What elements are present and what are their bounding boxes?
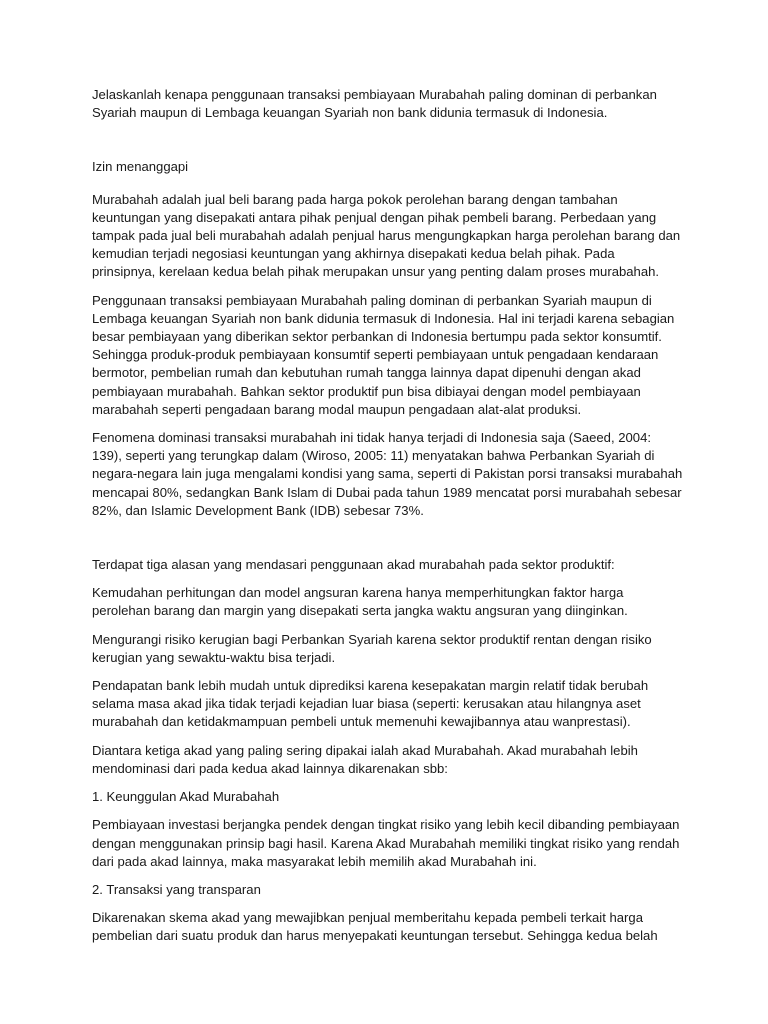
text-line: kerugian yang sewaktu-waktu bisa terjadi. [92,649,336,665]
text-line: mencapai 80%, sedangkan Bank Islam di Dubai pada tahun 1989 mencatat porsi murabahah sebesar [92,484,682,500]
text-line: dari pada akad lainnya, maka masyarakat lebih memilih akad Murabahah ini. [92,853,537,869]
text-line: Syariah maupun di Lembaga keuangan Syariah non bank didunia termasuk di Indonesia. [92,105,608,121]
text-line: negara-negara lain juga mengalami kondisi yang sama, seperti di Pakistan porsi transaksi murabahah [92,466,683,482]
heading-transparent [92,881,682,899]
text-line: Kemudahan perhitungan dan model angsuran karena hanya memperhitungkan faktor harga [92,585,624,601]
text-line: kemudian terjadi negosiasi keuntungan yang akhirnya disepakati kedua belah pihak. Pada [92,246,615,262]
text-line: mendominasi dari pada kedua akad lainnya dikarenakan sbb: [92,760,448,776]
text-line: 139), seperti yang terungkap dalam (Wiroso, 2005: 11) menyatakan bahwa Perbankan Syariah di [92,448,655,464]
text-line: Fenomena dominasi transaksi murabahah ini tidak hanya terjadi di Indonesia saja (Saeed, 2004: [92,430,652,446]
reasons-intro-paragraph [92,556,682,574]
dominance-paragraph [92,292,682,419]
reason-one-paragraph [92,584,682,620]
text-line: marabahah seperti pengadaan barang modal maupun pengadaan alat-alat produksi. [92,401,582,417]
text-line: Diantara ketiga akad yang paling sering dipakai ialah akad Murabahah. Akad murabahah lebih [92,742,638,758]
definition-paragraph [92,191,682,282]
text-line: Pembiayaan investasi berjangka pendek dengan tingkat risiko yang lebih kecil dibanding pembiayaan [92,817,680,833]
transparent-paragraph [92,909,682,945]
phenomenon-paragraph [92,429,682,520]
document-page [92,86,682,956]
text-line: prinsipnya, kerelaan kedua belah pihak merupakan unsur yang penting dalam proses murabahah. [92,264,660,280]
text-line: Mengurangi risiko kerugian bagi Perbankan Syariah karena sektor produktif rentan dengan risiko [92,631,652,647]
text-line: Pendapatan bank lebih mudah untuk diprediksi karena kesepakatan margin relatif tidak berubah [92,678,649,694]
text-line: Izin menanggapi [92,159,189,175]
text-line: bermotor, pembelian rumah dan kebutuhan rumah tangga lainnya dapat dipenuhi dengan akad [92,365,641,381]
text-line: 1. Keunggulan Akad Murabahah [92,789,280,805]
text-line: Penggunaan transaksi pembiayaan Murabahah paling dominan di perbankan Syariah maupun di [92,292,652,308]
text-line: besar pembiayaan yang diberikan sektor perbankan di Indonesia bertumpu pada sektor konsumtif. [92,329,662,345]
text-line: pembiayaan murabahah. Bahkan sektor produktif pun bisa dibiayai dengan model pembiayaan [92,383,641,399]
text-line: 82%, dan Islamic Development Bank (IDB) sebesar 73%. [92,502,424,518]
text-line: perolehan barang dan margin yang disepakati serta jangka waktu angsuran yang diinginkan. [92,603,628,619]
greeting-paragraph [92,158,682,176]
reason-two-paragraph [92,631,682,667]
text-line: pembelian dari suatu produk dan harus menyepakati keuntungan tersebut. Sehingga kedua belah [92,928,658,944]
text-line: tampak pada jual beli murabahah adalah penjual harus mengungkapkan harga perolehan barang dan [92,228,681,244]
question-paragraph [92,86,682,122]
text-line: murabahah dan ketidakmampuan pembeli untuk memenuhi kewajibannya atau wanprestasi). [92,714,631,730]
reason-three-paragraph [92,677,682,732]
text-line: Jelaskanlah kenapa penggunaan transaksi pembiayaan Murabahah paling dominan di perbankan [92,87,657,102]
text-line: 2. Transaksi yang transparan [92,881,261,897]
text-line: dengan menggunakan prinsip bagi hasil. Karena Akad Murabahah memiliki tingkat risiko yang rendah [92,835,680,851]
text-line: Murabahah adalah jual beli barang pada harga pokok perolehan barang dengan tambahan [92,191,618,207]
text-line: Sehingga produk-produk pembiayaan konsumtif seperti pembiayaan untuk pengadaan kendaraan [92,347,659,363]
text-line: Lembaga keuangan Syariah non bank didunia termasuk di Indonesia. Hal ini terjadi karena sebagian [92,310,675,326]
text-line: Terdapat tiga alasan yang mendasari penggunaan akad murabahah pada sektor produktif: [92,557,615,573]
comparison-paragraph [92,742,682,778]
heading-advantage [92,788,682,806]
text-line: selama masa akad jika tidak terjadi kejadian luar biasa (seperti: kerusakan atau hilangnya aset [92,696,641,712]
advantage-paragraph [92,816,682,871]
text-line: Dikarenakan skema akad yang mewajibkan penjual memberitahu kepada pembeli terkait harga [92,910,643,926]
text-line: keuntungan yang disepakati antara pihak penjual dengan pihak pembeli barang. Perbedaan yang [92,209,657,225]
